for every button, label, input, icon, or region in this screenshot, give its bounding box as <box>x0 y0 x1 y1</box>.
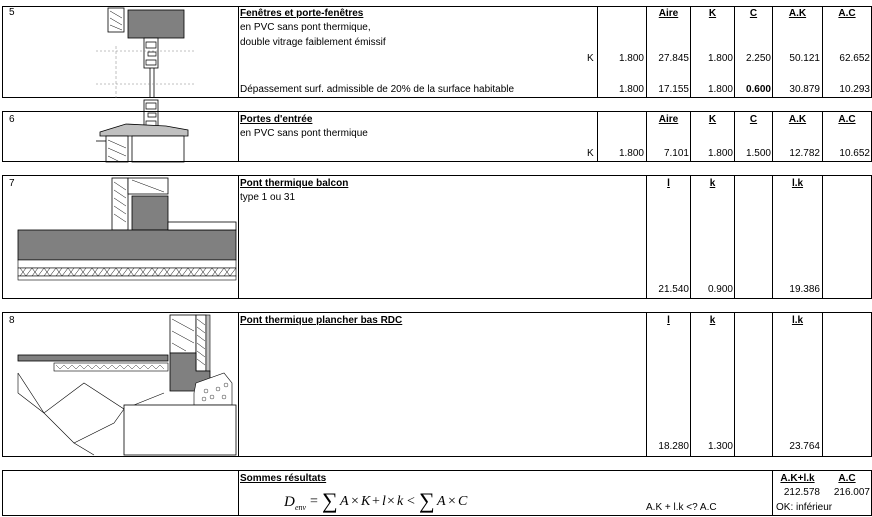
k-symbol: K <box>587 148 594 159</box>
k-coef-value: 1.800 <box>707 84 733 95</box>
col-header-ac: A.C <box>838 8 856 19</box>
ak-value: 12.782 <box>789 148 820 159</box>
surplus-text: Dépassement surf. admissible de 20% de la surface habitable <box>240 84 515 95</box>
k-coef-value: 1.800 <box>707 148 733 159</box>
k-value: 1.800 <box>618 84 644 95</box>
svg-text:env: env <box>295 503 307 512</box>
col-header-c: C <box>749 114 758 125</box>
comparison-label: A.K + l.k <? A.C <box>646 502 717 513</box>
description-line: en PVC sans pont thermique <box>240 128 368 139</box>
svg-text:∑: ∑ <box>322 488 338 513</box>
col-header-ac: A.C <box>838 473 856 484</box>
summary-title: Sommes résultats <box>240 473 327 484</box>
lk-value: 19.386 <box>789 284 820 295</box>
section-title: Pont thermique balcon <box>240 178 349 189</box>
k-coef-value: 1.800 <box>707 53 733 64</box>
col-header-aklk: A.K+l.k <box>780 473 815 484</box>
col-header-aire: Aire <box>658 8 679 19</box>
l-value: 21.540 <box>658 284 689 295</box>
aklk-total: 212.578 <box>783 487 820 498</box>
ac-value: 62.652 <box>839 53 870 64</box>
section-title: Fenêtres et porte-fenêtres <box>240 8 364 19</box>
svg-text:A: A <box>340 494 349 509</box>
svg-text:×: × <box>387 494 395 509</box>
section-title: Pont thermique plancher bas RDC <box>240 315 403 326</box>
ac-total: 216.007 <box>833 487 870 498</box>
svg-text:C: C <box>458 494 468 509</box>
col-header-c: C <box>749 8 758 19</box>
balcony-section-drawing <box>16 176 238 298</box>
c-value: 1.500 <box>745 148 771 159</box>
aire-value: 17.155 <box>658 84 689 95</box>
k-symbol: K <box>587 53 594 64</box>
row-number: 6 <box>9 114 15 125</box>
svg-text:k: k <box>397 494 404 509</box>
k-coef-value: 0.900 <box>707 284 733 295</box>
description-line: double vitrage faiblement émissif <box>240 37 386 48</box>
c-value: 0.600 <box>745 84 771 95</box>
svg-text:<: < <box>407 494 415 509</box>
ac-value: 10.652 <box>839 148 870 159</box>
col-header-ak: A.K <box>788 114 807 125</box>
c-value: 2.250 <box>745 53 771 64</box>
lk-value: 23.764 <box>789 441 820 452</box>
svg-text:l: l <box>382 494 386 509</box>
description-line: type 1 ou 31 <box>240 192 296 203</box>
col-header-k: k <box>709 178 716 189</box>
ak-value: 50.121 <box>789 53 820 64</box>
svg-text:+: + <box>372 494 380 509</box>
summary-formula <box>284 486 494 514</box>
svg-text:∑: ∑ <box>419 488 435 513</box>
row-number: 5 <box>9 7 15 18</box>
aire-value: 7.101 <box>663 148 689 159</box>
description-line: en PVC sans pont thermique, <box>240 22 371 33</box>
col-header-l: l <box>667 315 670 326</box>
svg-text:A: A <box>437 494 446 509</box>
row-number: 8 <box>9 315 15 326</box>
row-number: 7 <box>9 178 15 189</box>
col-header-aire: Aire <box>658 114 679 125</box>
col-header-ak: A.K <box>788 8 807 19</box>
section-title: Portes d'entrée <box>240 114 313 125</box>
svg-text:×: × <box>351 494 359 509</box>
k-value: 1.800 <box>618 148 644 159</box>
col-header-ac: A.C <box>838 114 856 125</box>
svg-text:K: K <box>361 494 371 509</box>
col-header-k: K <box>708 8 717 19</box>
svg-text:×: × <box>448 494 456 509</box>
col-header-lk: l.k <box>791 178 804 189</box>
l-value: 18.280 <box>658 441 689 452</box>
k-coef-value: 1.300 <box>707 441 733 452</box>
col-header-l: l <box>667 178 670 189</box>
svg-text:D: D <box>284 494 295 510</box>
ground-floor-slab-drawing <box>14 313 238 456</box>
ac-value: 10.293 <box>839 84 870 95</box>
col-header-k: k <box>709 315 716 326</box>
result-status: OK: inférieur <box>776 502 833 513</box>
k-value: 1.800 <box>618 53 644 64</box>
svg-text:=: = <box>310 494 318 509</box>
aire-value: 27.845 <box>658 53 689 64</box>
ak-value: 30.879 <box>789 84 820 95</box>
col-header-lk: l.k <box>791 315 804 326</box>
col-header-k: K <box>708 114 717 125</box>
